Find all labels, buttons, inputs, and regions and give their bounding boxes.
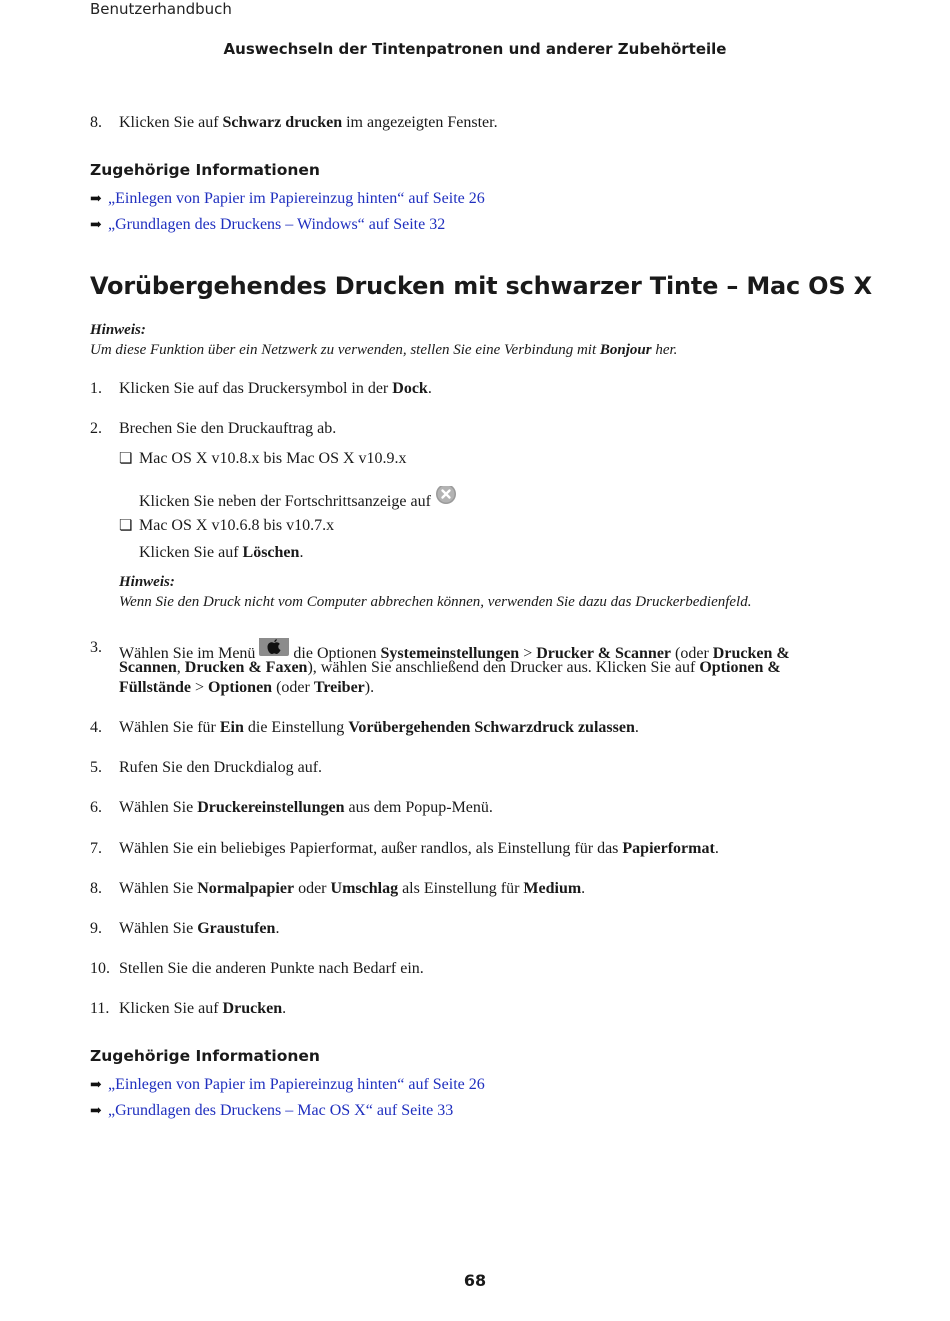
step-number: 3. (90, 639, 102, 656)
arrow-right-icon: ➡ (90, 218, 102, 233)
step-text: Wählen Sie für Ein die Einstellung Vorübergehenden Schwarzdruck zulassen. (119, 719, 639, 736)
step-text: Klicken Sie auf das Druckersymbol in der Dock. (119, 380, 432, 397)
step-number: 5. (90, 759, 102, 776)
step-text: Stellen Sie die anderen Punkte nach Bedarf ein. (119, 960, 424, 977)
step-text: Brechen Sie den Druckauftrag ab. (119, 420, 337, 437)
related-link[interactable] (90, 189, 485, 210)
step-3-line-2: Scannen, Drucken & Faxen), wählen Sie anschließend den Drucker aus. Klicken Sie auf Optionen & (119, 659, 781, 676)
related-link-text[interactable]: „Einlegen von Papier im Papiereinzug hinten“ auf Seite 26 (108, 1076, 485, 1093)
step-number: 8. (90, 880, 102, 897)
step-number: 4. (90, 719, 102, 736)
step-number: 2. (90, 420, 102, 437)
related-info-heading: Zugehörige Informationen (90, 1047, 320, 1065)
step-number: 8. (90, 114, 102, 131)
section-title: Vorübergehendes Drucken mit schwarzer Tinte – Mac OS X (90, 272, 872, 300)
step-text: Klicken Sie auf Drucken. (119, 1000, 287, 1017)
step-text: Rufen Sie den Druckdialog auf. (119, 759, 323, 776)
related-link-text[interactable]: „Grundlagen des Druckens – Mac OS X“ auf Seite 33 (108, 1102, 454, 1119)
step-number: 1. (90, 380, 102, 397)
manual-title: Benutzerhandbuch (90, 0, 232, 18)
bullet-text: Mac OS X v10.6.8 bis v10.7.x (139, 517, 335, 534)
cancel-circle-icon (435, 486, 457, 508)
checkbox-bullet-icon: ❏ (119, 518, 133, 534)
arrow-right-icon: ➡ (90, 1104, 102, 1119)
page-number: 68 (463, 1271, 487, 1290)
step-number: 11. (90, 1000, 110, 1017)
step-text: Klicken Sie auf Schwarz drucken im angezeigten Fenster. (119, 114, 498, 131)
arrow-right-icon: ➡ (90, 192, 102, 207)
related-link[interactable] (90, 1075, 485, 1096)
note-text: Um diese Funktion über ein Netzwerk zu verwenden, stellen Sie eine Verbindung mit Bonjour her. (90, 342, 678, 358)
note-text: Wenn Sie den Druck nicht vom Computer abbrechen können, verwenden Sie dazu das Druckerbedienfeld. (119, 594, 752, 610)
bullet-detail: Klicken Sie auf Löschen. (139, 544, 304, 561)
step-text: Wählen Sie ein beliebiges Papierformat, außer randlos, als Einstellung für das Papierformat. (119, 840, 719, 857)
chapter-title: Auswechseln der Tintenpatronen und anderer Zubehörteile (223, 40, 727, 58)
related-link[interactable] (90, 1101, 453, 1122)
note-label: Hinweis: (119, 574, 175, 590)
step-3-line-3: Füllstände > Optionen (oder Treiber). (119, 679, 375, 696)
step-number: 10. (90, 960, 110, 977)
apple-menu-icon (259, 638, 289, 660)
note-label: Hinweis: (90, 322, 146, 338)
step-text: Wählen Sie Normalpapier oder Umschlag als Einstellung für Medium. (119, 880, 586, 897)
step-number: 6. (90, 799, 102, 816)
related-link-text[interactable]: „Grundlagen des Druckens – Windows“ auf Seite 32 (108, 216, 446, 233)
bullet-text: Mac OS X v10.8.x bis Mac OS X v10.9.x (139, 450, 407, 467)
arrow-right-icon: ➡ (90, 1078, 102, 1093)
step-text: Wählen Sie Graustufen. (119, 920, 280, 937)
bullet-detail-text: Klicken Sie neben der Fortschrittsanzeige auf (139, 493, 431, 510)
step-text: Wählen Sie im Menü die Optionen Systemeinstellungen > Drucker & Scanner (oder Drucken & (119, 638, 790, 664)
step-number: 9. (90, 920, 102, 937)
related-info-heading: Zugehörige Informationen (90, 161, 320, 179)
bullet-detail (139, 486, 457, 512)
step-number: 7. (90, 840, 102, 857)
checkbox-bullet-icon: ❏ (119, 451, 133, 467)
related-link-text[interactable]: „Einlegen von Papier im Papiereinzug hinten“ auf Seite 26 (108, 190, 485, 207)
related-link[interactable] (90, 215, 445, 236)
step-text: Wählen Sie Druckereinstellungen aus dem Popup-Menü. (119, 799, 493, 816)
